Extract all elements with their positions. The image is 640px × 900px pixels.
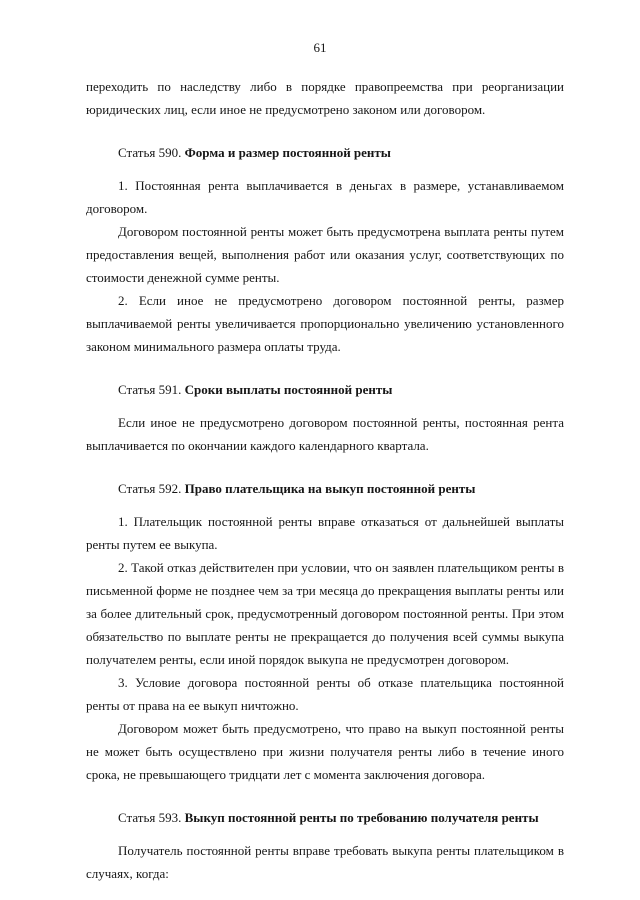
article-paragraph: 1. Плательщик постоянной ренты вправе отказаться от дальнейшей выплаты ренты путем ее выкупа. bbox=[86, 514, 564, 552]
document-body bbox=[86, 75, 564, 885]
article-label: Статья 592. bbox=[118, 481, 182, 496]
article-label: Статья 591. bbox=[118, 382, 182, 397]
article-paragraph: 2. Если иное не предусмотрено договором постоянной ренты, размер выплачиваемой ренты увеличивается пропорционально увеличению установленного законом минимального размера оплаты труда. bbox=[86, 293, 564, 354]
article-593 bbox=[86, 806, 564, 885]
article-paragraph: 1. Постоянная рента выплачивается в деньгах в размере, устанавливаемом договором. bbox=[86, 178, 564, 216]
article-heading bbox=[86, 378, 564, 401]
article-paragraph: 2. Такой отказ действителен при условии, что он заявлен плательщиком ренты в письменной форме не позднее чем за три месяца до прекращения выплаты ренты или за более длительный срок, предусмотренный договором постоянной ренты. При этом обязательство по выплате ренты не прекращается до получения всей суммы выкупа получателем ренты, если иной порядок выкупа не предусмотрен договором. bbox=[86, 560, 564, 667]
article-paragraph: Договором постоянной ренты может быть предусмотрена выплата ренты путем предоставления вещей, выполнения работ или оказания услуг, соответствующих по стоимости денежной сумме ренты. bbox=[86, 224, 564, 285]
article-heading bbox=[86, 477, 564, 500]
article-paragraph: Получатель постоянной ренты вправе требовать выкупа ренты плательщиком в случаях, когда: bbox=[86, 843, 564, 881]
intro-paragraph: переходить по наследству либо в порядке правопреемства при реорганизации юридических лиц, если иное не предусмотрено законом или договором. bbox=[86, 79, 564, 117]
article-heading bbox=[86, 806, 564, 829]
page-number: 61 bbox=[313, 40, 327, 55]
article-title: Форма и размер постоянной ренты bbox=[184, 145, 391, 160]
article-label: Статья 590. bbox=[118, 145, 182, 160]
article-title: Выкуп постоянной ренты по требованию получателя ренты bbox=[184, 810, 539, 825]
article-paragraph: 3. Условие договора постоянной ренты об отказе плательщика постоянной ренты от права на ее выкуп ничтожно. bbox=[86, 675, 564, 713]
article-title: Право плательщика на выкуп постоянной ренты bbox=[184, 481, 476, 496]
article-591 bbox=[86, 378, 564, 457]
article-label: Статья 593. bbox=[118, 810, 182, 825]
article-paragraph: Договором может быть предусмотрено, что право на выкуп постоянной ренты не может быть осуществлено при жизни получателя ренты либо в течение иного срока, не превышающего тридцати лет с момента заключения договора. bbox=[86, 721, 564, 782]
article-590 bbox=[86, 141, 564, 358]
article-paragraph: Если иное не предусмотрено договором постоянной ренты, постоянная рента выплачивается по окончании каждого календарного квартала. bbox=[86, 415, 564, 453]
article-title: Сроки выплаты постоянной ренты bbox=[184, 382, 393, 397]
article-592 bbox=[86, 477, 564, 786]
article-heading bbox=[86, 141, 564, 164]
